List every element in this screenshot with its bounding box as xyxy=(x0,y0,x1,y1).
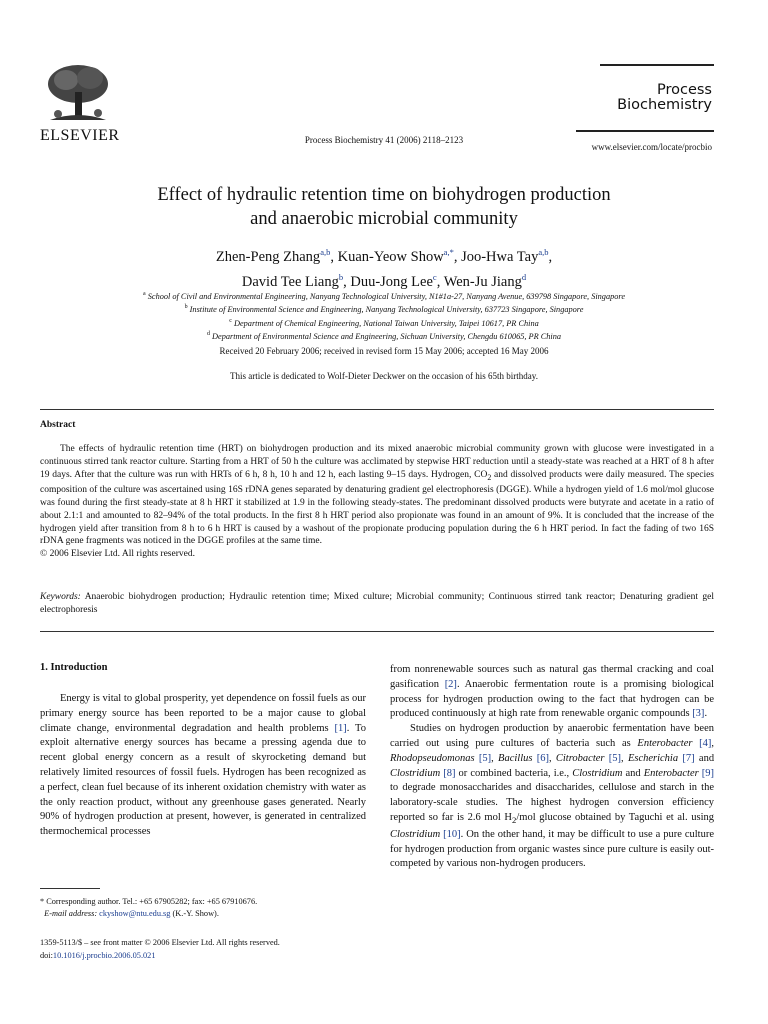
corresponding-footnote xyxy=(40,896,257,920)
author-name: David Tee Liang xyxy=(241,273,339,290)
author-line1 xyxy=(0,242,768,267)
abstract-text-2: and dissolved products were daily measured. The species composition of the culture was ascertained using 16S rDNA genes separated by denaturing gradient gel electrophoresis (DGGE). While a hydrogen yield of 1.6 mol/mol glucose was found during the first steady-state at 8 h HRT it stabilized at 1.9 in the following steady-states. The predominant dissolved products were butyrate and acetate in a ratio of about 2.1:1 and amounted to 82–94% of the total products. In the first 8 h HRT period also propionate was found in an amount of 9%. It is concluded that the increase of the hydrogen yield after transition from 8 h to 6 h HRT is caused by a washout of the propionate producing population during the 6 h HRT period. In fact the fading of two 16S rDNA gene fragments was noticed in the DGGE profiles at the same time. xyxy=(40,469,714,547)
species-name: Rhodopseudomonas xyxy=(390,752,475,764)
abstract-copyright: © 2006 Elsevier Ltd. All rights reserved. xyxy=(40,549,195,560)
affiliation-item xyxy=(0,302,768,315)
author-line2 xyxy=(0,267,768,292)
author-affil-sup[interactable]: a,b xyxy=(538,247,549,257)
abstract-heading: Abstract xyxy=(40,420,76,430)
citation-link[interactable]: [3] xyxy=(692,708,705,720)
journal-reference: Process Biochemistry 41 (2006) 2118–2123 xyxy=(304,135,464,145)
species-name: Clostridium xyxy=(390,828,441,840)
citation-link[interactable]: [5] xyxy=(608,752,622,764)
journal-rule-top xyxy=(600,64,714,66)
publisher-name: ELSEVIER xyxy=(40,127,120,144)
author-affil-sup[interactable]: b xyxy=(338,271,344,282)
keywords-text: Anaerobic biohydrogen production; Hydraulic retention time; Mixed culture; Microbial community; Continuous stirred tank reactor; Denaturing gradient gel electrophoresis xyxy=(40,592,714,615)
author-name: Zhen-Peng Zhang xyxy=(215,248,321,265)
title-line2: and anaerobic microbial community xyxy=(250,209,518,229)
species-name: Bacillus xyxy=(498,752,533,764)
section-heading-introduction: 1. Introduction xyxy=(40,662,108,673)
keywords-label: Keywords: xyxy=(40,592,81,602)
affiliation-item xyxy=(0,329,768,342)
page-footer xyxy=(40,936,280,962)
citation-link[interactable]: [9] xyxy=(701,767,715,779)
affiliation-item xyxy=(0,289,768,302)
citation-link[interactable]: [4] xyxy=(699,737,712,749)
dedication: This article is dedicated to Wolf-Dieter Deckwer on the occasion of his 65th birthday. xyxy=(230,371,538,381)
abstract-text-1: The effects of hydraulic retention time (HRT) on biohydrogen production and its mixed anaerobic microbial community grown with glucose were investigated in a continuous stirred tank reactor culture. Starting from a HRT of 50 h the culture was acclimated by stepwise HRT reduction until a steady-state was reached at a HRT of 8 h after 19 days. After that the culture was run with HRTs of 6 h, 8 h, 10 h and 12 h, each lasting 9–15 days. Hydrogen, CO xyxy=(40,444,714,480)
abstract-subscript: 2 xyxy=(487,472,492,482)
species-name: Escherichia xyxy=(627,752,679,764)
author-affil-sup[interactable]: c xyxy=(432,271,437,282)
body-text: . On the other hand, it may be difficult to use a pure culture for hydrogen production from organic wastes since pure culture is easily out-competed by various non-hydrogen producers. xyxy=(390,828,715,870)
affiliation-sup: d xyxy=(206,330,210,337)
species-name: Enterobacter xyxy=(643,767,699,779)
footnote-rule xyxy=(40,888,100,889)
journal-name xyxy=(617,83,712,113)
author-name: Wen-Ju Jiang xyxy=(443,273,522,290)
citation-link[interactable]: [6] xyxy=(536,752,549,764)
abstract-body xyxy=(40,443,714,561)
author-affil-sup[interactable]: d xyxy=(521,271,527,282)
journal-rule-bottom xyxy=(576,130,714,132)
citation-link[interactable]: [5] xyxy=(478,752,492,764)
received-dates: Received 20 February 2006; received in revised form 15 May 2006; accepted 16 May 2006 xyxy=(219,346,549,356)
right-column xyxy=(390,663,714,872)
email-line xyxy=(40,908,257,920)
body-text: to degrade monosaccharides and disaccharides, cellulose and starch in the laboratory-scale studies. The highest hydrogen conversion efficiency reported so far is 2.6 mol H xyxy=(390,782,714,823)
issn-line: 1359-5113/$ – see front matter © 2006 Elsevier Ltd. All rights reserved. xyxy=(40,938,280,947)
body-text: . To exploit alternative energy sources has became a pressing agenda due to recent global energy concern as a result of skyrocketing demand but relatively limited resources of fossil fuels. Hydrogen has been recognized as a perfect, clean fuel because of its inherent oxidation chemistry with water as the only reaction product, without any greenhouse gases generated. Nearly 90% of hydrogen production at present, however, is generated in centralized thermochemical processes xyxy=(40,722,366,838)
body-text: from nonrenewable sources such as natural gas thermal cracking and coal gasification xyxy=(390,664,714,690)
subscript: 2 xyxy=(511,815,517,826)
author-separator: , xyxy=(343,273,351,290)
doi-link[interactable]: 10.1016/j.procbio.2006.05.021 xyxy=(52,951,156,960)
body-text: . Anaerobic fermentation route is a promising biological process for hydrogen production owing to the fact that hydrogen can be produced continuously at high rate from renewable organic compounds xyxy=(390,678,715,720)
article-title xyxy=(0,183,768,231)
intro-paragraph-1 xyxy=(40,692,366,840)
body-text: Energy is vital to global prosperity, yet dependence on fossil fuels as our primary energy source has been reported to be a major cause to global climate change, environmental degradation and health problems xyxy=(40,693,366,734)
left-column xyxy=(40,692,366,840)
affiliation-text: Department of Environmental Science and Engineering, Sichuan University, Chengdu 610065, PR China xyxy=(212,331,562,341)
author-list xyxy=(0,242,768,292)
doi-line xyxy=(40,949,280,962)
author-separator: , xyxy=(436,273,444,290)
affiliations xyxy=(0,289,768,342)
body-text: Studies on hydrogen production by anaerobic fermentation have been carried out using pure cultures of bacteria such as xyxy=(390,723,714,749)
abstract-bottom-rule xyxy=(40,631,714,632)
author-name: Joo-Hwa Tay xyxy=(461,248,539,265)
author-separator: , xyxy=(453,248,462,265)
author-name: Kuan-Yeow Show xyxy=(337,248,444,265)
body-text: . xyxy=(704,708,708,720)
doi-label: doi: xyxy=(40,951,53,960)
affiliation-sup: b xyxy=(184,304,188,311)
species-name: Enterobacter xyxy=(637,737,693,749)
body-text: /mol glucose obtained by Taguchi et al. using xyxy=(516,811,714,823)
affiliation-sup: a xyxy=(143,291,146,297)
affiliation-text: Institute of Environmental Science and Engineering, Nanyang Technological University, 637723 Singapore, Singapore xyxy=(189,305,584,315)
affiliation-sup: c xyxy=(229,317,232,324)
citation-link[interactable]: [10] xyxy=(443,828,461,840)
intro-paragraph-2: Studies on hydrogen production by anaerobic fermentation have been carried out using pure cultures of bacteria such as Enterobacter [4], Rhodopseudomonas [5], Bacillus [6], Citrobacter [5], Escherichia [7] and Clostridium [8] or combined bacteria, i.e., Clostridium and Enterobacter [9] to degrade monosaccharides and disaccharides, cellulose and starch in the laboratory-scale studies. The highest hydrogen conversion efficiency reported so far is 2.6 mol $H_2$/mol glucose obtained by Taguchi et al. using Clostridium [10]. On the other hand, it may be difficult to use a pure culture for hydrogen production from organic wastes since pure culture is easily out-competed by various non-hydrogen producers. xyxy=(390,723,715,870)
author-separator: , xyxy=(330,248,338,265)
elsevier-tree-logo xyxy=(38,62,118,124)
body-text: and xyxy=(698,752,715,764)
author-separator: , xyxy=(548,248,553,265)
abstract-paragraph xyxy=(40,443,714,548)
keywords xyxy=(40,591,714,617)
citation-link[interactable]: [8] xyxy=(443,767,456,779)
author-affil-sup[interactable]: a,* xyxy=(443,247,454,257)
author-affil-sup[interactable]: a,b xyxy=(320,247,331,257)
citation-link[interactable]: [1] xyxy=(334,722,347,734)
journal-name-line2: Biochemistry xyxy=(617,97,712,113)
title-line1: Effect of hydraulic retention time on biohydrogen production xyxy=(157,185,611,205)
journal-name-line1: Process xyxy=(656,82,712,98)
author-name: Duu-Jong Lee xyxy=(350,273,433,290)
species-name: Citrobacter xyxy=(555,752,605,764)
citation-link[interactable]: [2] xyxy=(444,678,457,690)
abstract-top-rule xyxy=(40,409,714,410)
affiliation-text: Department of Chemical Engineering, National Taiwan University, Taipei 10617, PR China xyxy=(233,318,539,328)
corresponding-author: * Corresponding author. Tel.: +65 67905282; fax: +65 67910676. xyxy=(40,897,258,906)
citation-link[interactable]: [7] xyxy=(682,752,695,764)
email-suffix: (K.-Y. Show). xyxy=(170,909,219,918)
affiliation-text: School of Civil and Environmental Engineering, Nanyang Technological University, N1#1a-27, Nanyang Avenue, 639798 Singapore, Singapore xyxy=(147,291,625,301)
intro-paragraph-1-cont xyxy=(390,663,714,722)
journal-url[interactable]: www.elsevier.com/locate/procbio xyxy=(591,142,712,152)
email-label: E-mail address: xyxy=(44,909,98,918)
affiliation-item xyxy=(0,316,768,329)
species-name: Clostridium xyxy=(572,767,623,779)
body-text: and xyxy=(622,767,644,779)
email-link[interactable]: ckyshow@ntu.edu.sg xyxy=(99,909,171,918)
body-text: or combined bacteria, i.e., xyxy=(455,767,573,779)
species-name: Clostridium xyxy=(390,767,441,779)
